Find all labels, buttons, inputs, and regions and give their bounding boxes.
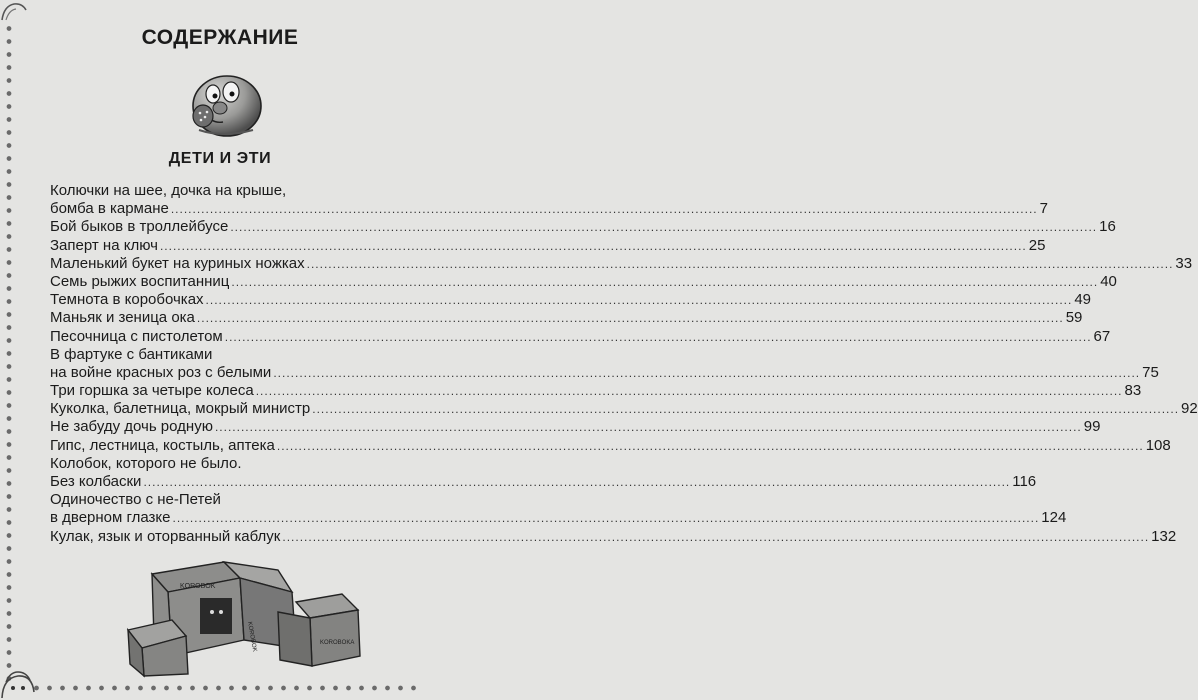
kolobok-icon	[183, 68, 269, 140]
dot-leader: ........................................................................................................................................................................................................	[170, 202, 1038, 217]
toc-entry-title: бомба в кармане	[50, 200, 169, 218]
toc-page-number: 25	[1028, 236, 1046, 254]
toc-entry	[50, 309, 1083, 327]
table-of-contents	[50, 182, 1198, 546]
dot-leader: ........................................................................................................................................................................................................	[282, 529, 1150, 544]
dot-leader: ........................................................................................................................................................................................................	[214, 420, 1082, 435]
dot-leader: ........................................................................................................................................................................................................	[273, 365, 1141, 380]
toc-page-number: 83	[1124, 382, 1142, 400]
toc-entry-title: Маленький букет на куриных ножках	[50, 254, 305, 272]
toc-entry-title: Колобок, которого не было.	[50, 454, 242, 472]
toc-page-number: 75	[1142, 363, 1159, 381]
toc-entry-line	[50, 382, 1142, 400]
toc-entry-line	[50, 418, 1101, 436]
toc-entry	[50, 254, 1193, 273]
toc-entry-title: Песочница с пистолетом	[50, 327, 223, 345]
toc-entry	[50, 236, 1046, 255]
toc-entry-line	[50, 182, 412, 200]
toc-page-number: 59	[1065, 309, 1083, 327]
toc-entry	[50, 218, 1116, 236]
toc-page-number: 116	[1012, 473, 1037, 490]
toc-entry	[50, 272, 1117, 291]
toc-page-number: 16	[1099, 218, 1116, 236]
toc-entry-line	[50, 291, 1092, 309]
dot-leader: ........................................................................................................................................................................................................	[306, 256, 1174, 271]
toc-entry-line	[50, 236, 1046, 255]
toc-page-number: 49	[1074, 291, 1092, 309]
toc-entry-title: Маньяк и зеница ока	[50, 309, 195, 327]
toc-entry	[50, 418, 1101, 436]
toc-entry-title: В фартуке с бантиками	[50, 345, 213, 363]
toc-entry-line	[50, 400, 1198, 418]
toc-entry-line	[50, 473, 1037, 491]
dot-leader: ........................................................................................................................................................................................................	[159, 238, 1027, 253]
svg-text:KOROBOKA: KOROBOKA	[320, 640, 355, 646]
toc-entry-line	[50, 527, 1177, 546]
dotted-border-bottom	[30, 683, 422, 693]
toc-entry-line	[50, 346, 412, 364]
dot-leader: ........................................................................................................................................................................................................	[143, 475, 1011, 489]
toc-page-number: 99	[1083, 418, 1101, 436]
toc-entry-title: Без колбаски	[50, 473, 142, 490]
toc-page-number: 67	[1093, 327, 1111, 345]
dot-leader: ........................................................................................................................................................................................................	[231, 274, 1099, 289]
dotted-border-left	[4, 22, 14, 682]
toc-entry-title: Семь рыжих воспитанниц	[50, 272, 230, 290]
section-title: ДЕТИ И ЭТИ	[168, 150, 272, 167]
cardboard-boxes-icon	[128, 552, 366, 676]
toc-entry	[50, 527, 1177, 546]
dot-leader: ........................................................................................................................................................................................................	[255, 384, 1123, 399]
toc-entry	[50, 345, 1159, 382]
dot-leader: ........................................................................................................................................................................................................	[196, 311, 1064, 326]
toc-entry-title: Колючки на шее, дочка на крыше,	[50, 182, 287, 199]
dot-leader: ........................................................................................................................................................................................................	[205, 293, 1073, 308]
dot-leader: ........................................................................................................................................................................................................	[224, 329, 1092, 344]
toc-entry	[50, 400, 1198, 418]
toc-entry-line	[50, 272, 1117, 291]
corner-ornament-icon	[0, 0, 30, 24]
dot-leader: ........................................................................................................................................................................................................	[276, 438, 1144, 453]
toc-entry-line	[50, 309, 1083, 327]
toc-entry-line	[50, 509, 1067, 527]
toc-entry-line	[50, 327, 1111, 346]
toc-entry-title: на войне красных роз с белыми	[50, 363, 272, 381]
toc-entry-title: Бой быков в троллейбусе	[50, 218, 229, 236]
toc-entry	[50, 327, 1111, 346]
dot-leader: ........................................................................................................................................................................................................	[172, 511, 1040, 526]
toc-page-number: 108	[1145, 436, 1171, 454]
page-title: СОДЕРЖАНИЕ	[141, 26, 299, 49]
toc-entry-line	[50, 363, 1159, 382]
toc-entry-line	[50, 218, 1116, 236]
toc-entry-line	[50, 455, 412, 473]
toc-entry-title: Не забуду дочь родную	[50, 418, 213, 436]
toc-entry	[50, 436, 1171, 455]
toc-entry-title: Одиночество с не-Петей	[50, 491, 221, 509]
toc-page-number: 132	[1151, 527, 1177, 545]
toc-entry-title: Три горшка за четыре колеса	[50, 382, 254, 400]
svg-text:KOROBOK: KOROBOK	[246, 621, 258, 653]
toc-entry	[50, 491, 1067, 527]
toc-entry-title: Куколка, балетница, мокрый министр	[50, 400, 311, 418]
dot-leader: ........................................................................................................................................................................................................	[230, 220, 1098, 235]
toc-entry-line	[50, 491, 412, 509]
dot-leader: ........................................................................................................................................................................................................	[312, 402, 1180, 417]
toc-entry-title: Темнота в коробочках	[50, 291, 204, 309]
toc-page-number: 33	[1175, 254, 1193, 272]
svg-text:KOROBOK: KOROBOK	[180, 583, 216, 590]
girl-face-icon	[0, 668, 36, 700]
toc-entry	[50, 382, 1142, 400]
toc-page-number: 7	[1039, 200, 1048, 218]
toc-entry-title: в дверном глазке	[50, 509, 171, 527]
toc-entry-line	[50, 200, 1048, 218]
toc-entry-line	[50, 436, 1171, 455]
toc-entry-title: Кулак, язык и оторванный каблук	[50, 527, 281, 545]
toc-page-number: 124	[1041, 509, 1067, 527]
toc-entry	[50, 182, 1048, 218]
toc-entry	[50, 454, 1037, 491]
toc-page-number: 40	[1100, 272, 1117, 290]
toc-page-number: 92	[1181, 400, 1198, 418]
toc-entry-line	[50, 254, 1193, 273]
toc-entry-title: Заперт на ключ	[50, 236, 158, 254]
toc-entry	[50, 291, 1092, 309]
toc-entry-title: Гипс, лестница, костыль, аптека	[50, 436, 275, 454]
